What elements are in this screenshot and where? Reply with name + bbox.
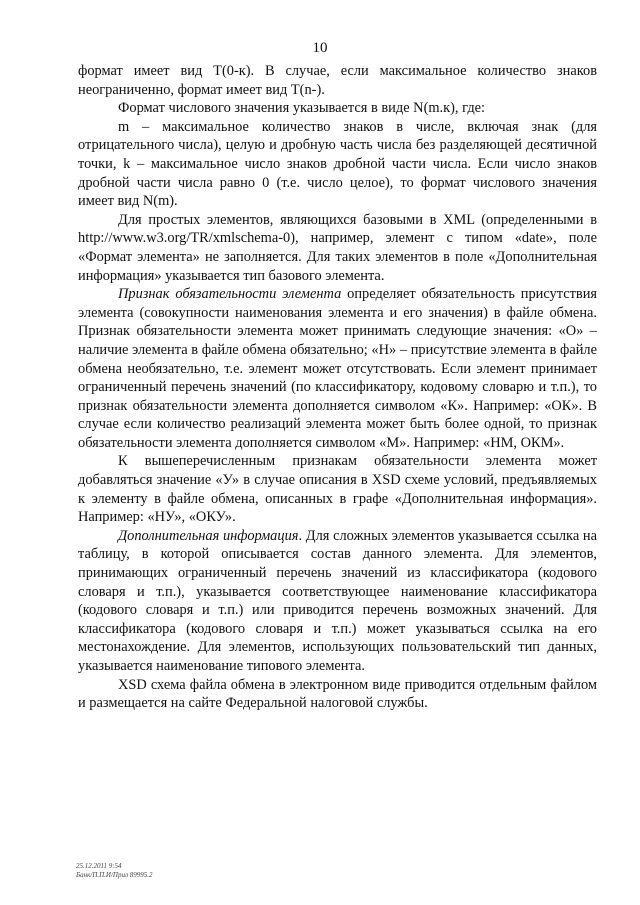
paragraph-u-value: К вышеперечисленным признакам обязательности элемента может добавляться значение «У» в случае описания в XSD схеме условий, предъявляемых к элементу в файле обмена, описанных в графе «Дополнительная информация». Например: «НУ», «ОКУ». [78, 453, 597, 526]
print-footer [76, 862, 153, 880]
paragraph-xsd-schema: XSD схема файла обмена в электронном виде приводится отдельным файлом и размещается на сайте Федеральной налоговой службы. [78, 676, 597, 712]
document-body [78, 62, 597, 713]
obligation-term: Признак обязательности элемента [118, 286, 342, 303]
print-file-path: Банк/П.П.И/Прил 89995.2 [76, 871, 153, 879]
paragraph-obligation [78, 285, 597, 452]
additional-info-text: . Для сложных элементов указывается ссылка на таблицу, в которой описывается состав данного элемента. Для элементов, принимающих ограниченный перечень значений из классификатора (кодового словаря и т.п.), указывается соответствующее наименование классификатора (кодового словаря и т.п.) или приводится перечень возможных значений. Для классификатора (кодового словаря и т.п.) может указываться ссылка на его местонахождение. Для элементов, использующих пользовательский тип данных, указывается наименование типового элемента. [78, 527, 598, 674]
paragraph-text-format: формат имеет вид T(0-к). В случае, если максимальное количество знаков неограниченно, формат имеет вид T(n-). [78, 63, 597, 98]
paragraph-simple-elements: Для простых элементов, являющихся базовыми в XML (определенными в http://www.w3.org/TR/xmlschema-0), например, элемент с типом «date», поле «Формат элемента» не заполняется. Для таких элементов в поле «Дополнительная информация» указывается тип базового элемента. [78, 211, 597, 284]
additional-info-term: Дополнительная информация [118, 527, 299, 544]
obligation-text: определяет обязательность присутствия элемента (совокупности наименования элемента и его значения) в файле обмена. Признак обязательности элемента может принимать следующие значения: «О» – наличие элемента в файле обмена обязательно; «Н» – присутствие элемента в файле обмена необязательно, т.е. элемент может отсутствовать. Если элемент принимает ограниченный перечень значений (по классификатору, кодовому словарю и т.п.), то признак обязательности элемента дополняется символом «К». Например: «ОК». В случае если количество реализаций элемента может быть более одной, то признак обязательности элемента дополняется символом «М». Например: «НМ, ОКМ». [78, 286, 598, 451]
paragraph-number-format: Формат числового значения указывается в виде N(m.к), где: [118, 100, 486, 117]
paragraph-m-k-definition: m – максимальное количество знаков в числе, включая знак (для отрицательного числа), целую и дробную часть числа без разделяющей десятичной точки, k – максимальное число знаков дробной части числа. Если число знаков дробной части числа равно 0 (т.е. число целое), то формат числового значения имеет вид N(m). [78, 118, 597, 210]
paragraph-additional-info [78, 527, 597, 676]
page-number: 10 [312, 40, 328, 56]
print-timestamp: 25.12.2011 9:54 [76, 862, 122, 870]
